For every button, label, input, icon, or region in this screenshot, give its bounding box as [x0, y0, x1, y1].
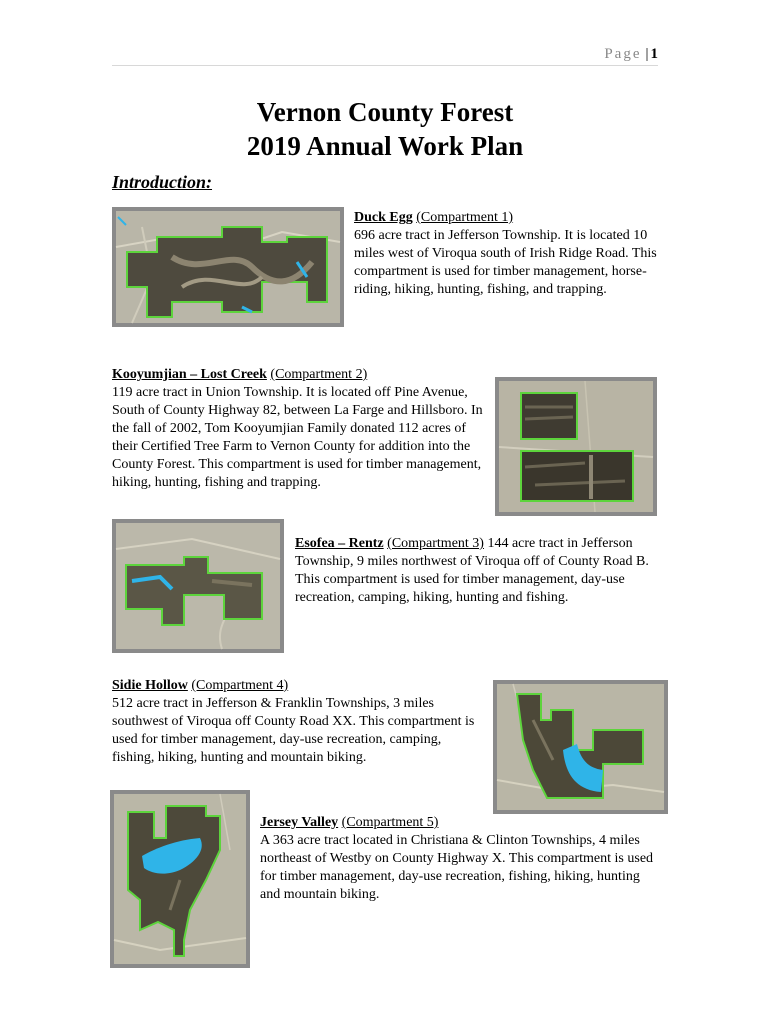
compartment-3-text: 144 acre tract in Jefferson Township, 9 miles northwest of Viroqua off of County Road B. This compartment is used for timber management, day-use recreation, camping, hiking, hunting and fishing. — [295, 536, 649, 605]
compartment-4-number: (Compartment 4) — [191, 678, 289, 693]
title-line-1: Vernon County Forest — [256, 97, 514, 127]
duck-egg-aerial-map — [112, 207, 344, 327]
compartment-2-name: Kooyumjian – Lost Creek — [112, 367, 267, 382]
introduction-heading: Introduction: — [112, 172, 213, 192]
document-title — [112, 95, 658, 163]
compartment-4-name: Sidie Hollow — [112, 678, 188, 693]
compartment-5-name: Jersey Valley — [260, 815, 339, 830]
compartment-4-text: 512 acre tract in Jefferson & Franklin Townships, 3 miles southwest of Viroqua off County Road XX. This compartment is used for timber management, day-use recreation, camping, fishing, hiking, hunting and mountain biking. — [112, 696, 475, 765]
compartment-5-text: A 363 acre tract located in Christiana & Clinton Townships, 4 miles northeast of Westby on County Highway X. This compartment is used for timber management, day-use recreation, fishing, hiking, hunting and mountain biking. — [260, 833, 654, 902]
esofea-rentz-aerial-map — [112, 519, 284, 653]
kooyumjian-lost-creek-aerial-map — [495, 377, 657, 516]
compartment-3-description — [295, 535, 665, 607]
compartment-2-description — [112, 366, 484, 492]
compartment-5-number: (Compartment 5) — [341, 815, 439, 830]
compartment-3-name: Esofea – Rentz — [295, 536, 384, 551]
page-number: 1 — [650, 46, 658, 62]
page-number-header — [604, 46, 658, 63]
compartment-2-number: (Compartment 2) — [270, 367, 368, 382]
compartment-1-number: (Compartment 1) — [416, 210, 514, 225]
compartment-2-text: 119 acre tract in Union Township. It is located off Pine Avenue, South of County Highway 82, between La Farge and Hillsboro. In the fall of 2002, Tom Kooyumjian Family donated 112 acres of their Certified Tree Farm to Vernon County for addition into the County Forest. This compartment is used for timber management, hiking, hunting, fishing and trapping. — [112, 385, 483, 490]
compartment-1-text: 696 acre tract in Jefferson Township. It is located 10 miles west of Viroqua south of Irish Ridge Road. This compartment is used for timber management, horse-riding, hiking, hunting, fishing, and trapping. — [354, 228, 657, 297]
title-line-2: 2019 Annual Work Plan — [246, 131, 524, 161]
sidie-hollow-aerial-map — [493, 680, 668, 814]
header-divider — [112, 65, 658, 66]
page-label: Page — [604, 46, 642, 62]
compartment-1-description — [354, 209, 664, 299]
compartment-3-number: (Compartment 3) — [387, 536, 484, 551]
compartment-1-name: Duck Egg — [354, 210, 413, 225]
jersey-valley-aerial-map — [110, 790, 250, 968]
compartment-5-description — [260, 814, 662, 904]
compartment-4-description — [112, 677, 482, 767]
page-separator: | — [645, 46, 649, 62]
